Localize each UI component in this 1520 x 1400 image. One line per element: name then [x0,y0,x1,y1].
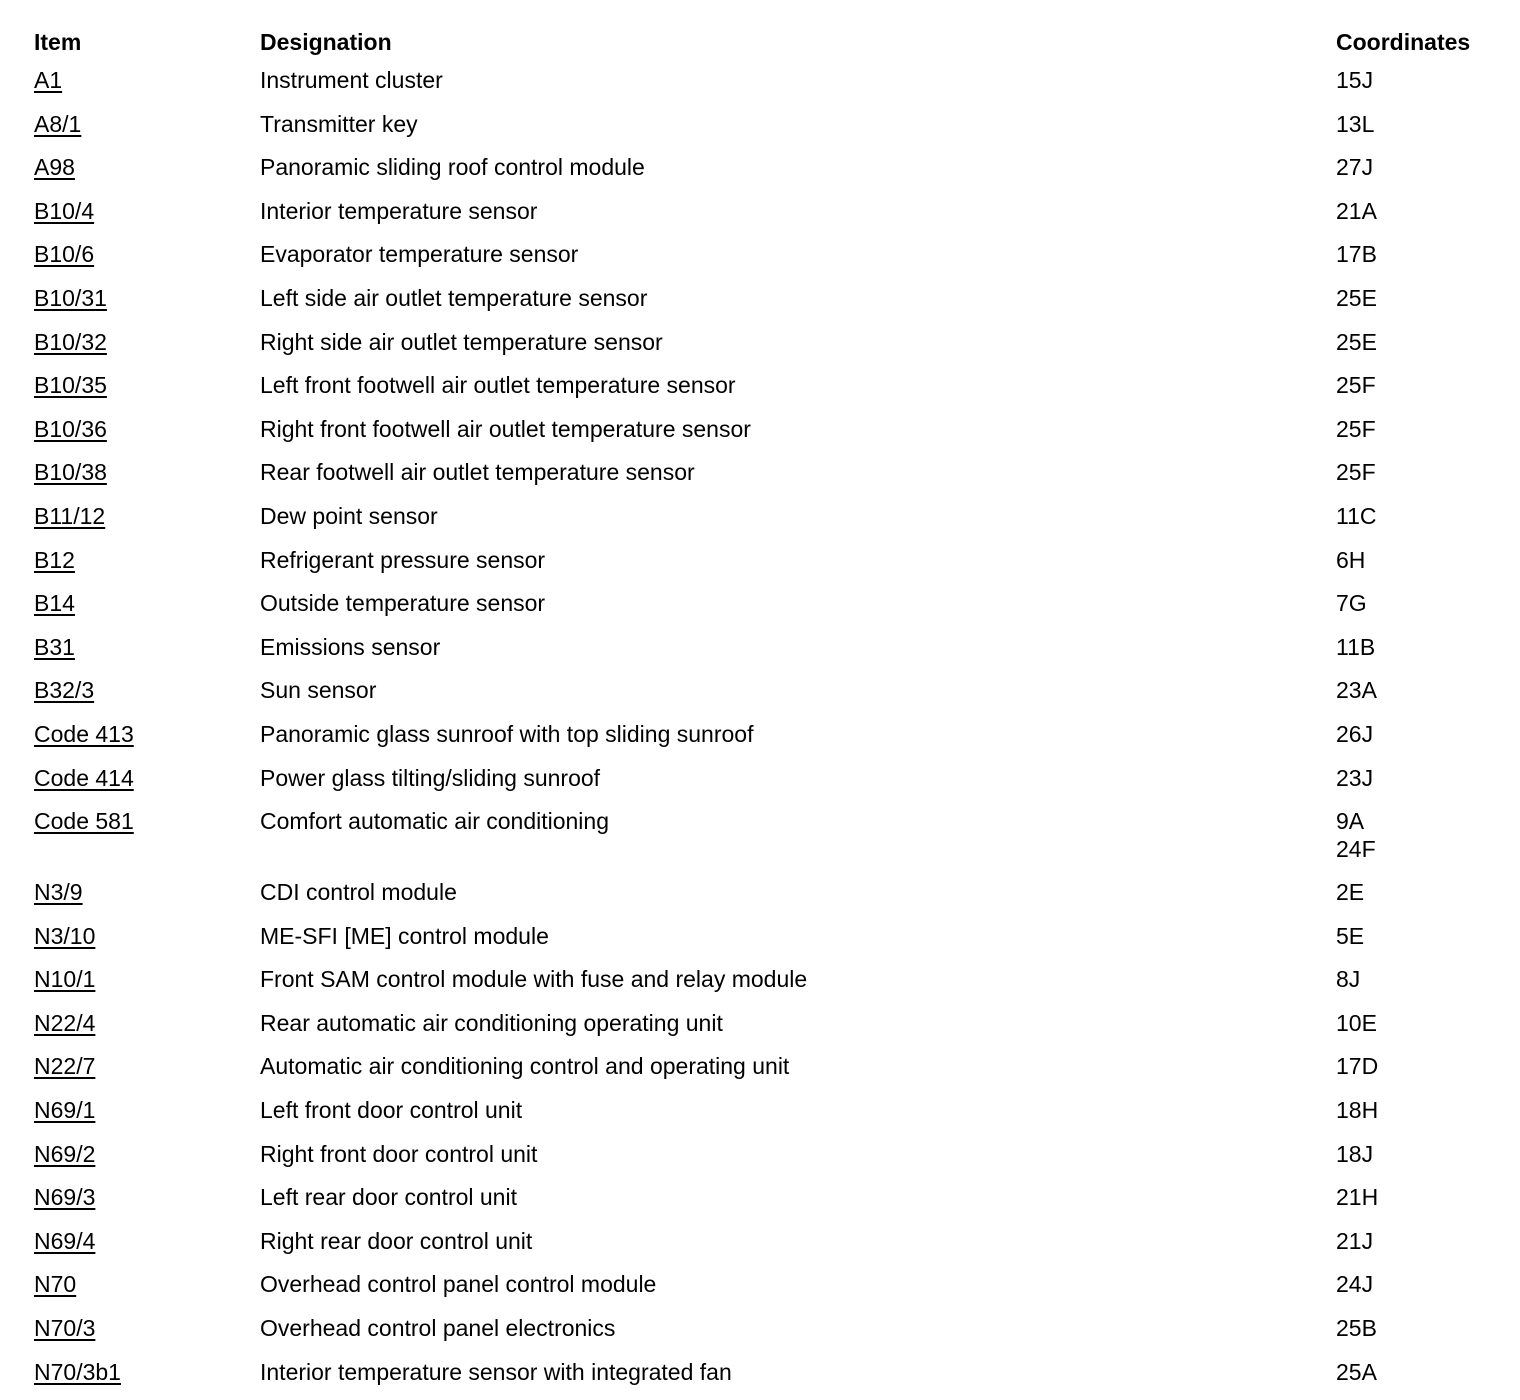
item-cell [34,457,260,501]
item-link[interactable]: B14 [34,590,75,617]
table-row [34,1051,1494,1095]
coordinate-value: 21H [1336,1184,1379,1211]
designation-cell: Panoramic sliding roof control module [260,154,645,181]
designation-cell: Right side air outlet temperature sensor [260,328,663,355]
designation-cell: Right rear door control unit [260,1227,533,1254]
designation-cell: Outside temperature sensor [260,590,546,617]
table-row [34,877,1494,921]
table-row [34,283,1494,327]
item-link[interactable]: B10/35 [34,372,107,399]
coordinates-cell [1336,109,1494,153]
header-designation: Designation [260,29,392,55]
designation-cell: Left front footwell air outlet temperature sensor [260,372,736,399]
item-link[interactable]: B10/6 [34,241,95,268]
item-cell [34,806,260,877]
coordinate-value: 25E [1336,328,1377,355]
coordinate-value: 25F [1336,415,1376,442]
table-row [34,675,1494,719]
item-link[interactable]: Code 581 [34,808,134,835]
designation-cell: Refrigerant pressure sensor [260,546,546,573]
designation-cell: Right front door control unit [260,1140,538,1167]
item-link[interactable]: N69/4 [34,1227,96,1254]
table-row [34,1269,1494,1313]
coordinate-value: 5E [1336,922,1365,949]
item-cell [34,545,260,589]
coordinate-value: 17D [1336,1053,1379,1080]
item-link[interactable]: N70/3 [34,1315,96,1342]
coordinates-cell [1336,1313,1494,1357]
item-link[interactable]: B11/12 [34,502,106,529]
table-row [34,152,1494,196]
item-cell [34,501,260,545]
designation-cell: Dew point sensor [260,502,438,529]
item-link[interactable]: B10/32 [34,328,107,355]
table-row [34,327,1494,371]
item-cell [34,719,260,763]
item-cell [34,196,260,240]
coordinates-cell [1336,1095,1494,1139]
item-cell [34,588,260,632]
table-row [34,632,1494,676]
coordinate-value: 10E [1336,1009,1377,1036]
designation-cell: CDI control module [260,879,457,906]
designation-cell: Left front door control unit [260,1097,523,1124]
item-cell [34,1008,260,1052]
table-row [34,1226,1494,1270]
designation-cell: Instrument cluster [260,67,443,93]
table-row [34,1313,1494,1357]
item-link[interactable]: N70 [34,1271,77,1298]
component-legend-table [34,26,1494,1400]
table-row [34,1182,1494,1226]
coordinate-value: 23A [1336,677,1377,704]
item-cell [34,65,260,109]
coordinate-value: 15J [1336,67,1374,93]
table-row [34,545,1494,589]
item-link[interactable]: B32/3 [34,677,95,704]
coordinates-cell [1336,501,1494,545]
item-link[interactable]: N22/4 [34,1009,96,1036]
item-cell [34,414,260,458]
coordinates-cell [1336,1008,1494,1052]
item-cell [34,964,260,1008]
coordinate-value: 23J [1336,764,1374,791]
coordinate-value: 13L [1336,110,1375,137]
designation-cell: Interior temperature sensor [260,197,538,224]
coordinates-cell [1336,1269,1494,1313]
item-link[interactable]: N69/1 [34,1097,96,1124]
designation-cell: Overhead control panel control module [260,1271,657,1298]
item-cell [34,1269,260,1313]
coordinate-value: 25A [1336,1358,1377,1385]
item-link[interactable]: N69/2 [34,1140,96,1167]
item-cell [34,763,260,807]
item-cell [34,109,260,153]
item-cell [34,877,260,921]
table-row [34,239,1494,283]
table-row [34,370,1494,414]
coordinate-value: 2E [1336,879,1365,906]
coordinate-value: 27J [1336,154,1374,181]
coordinate-value: 18J [1336,1140,1374,1167]
coordinates-cell [1336,65,1494,109]
coordinate-value: 11B [1336,633,1376,660]
coordinate-value: 24J [1336,1271,1374,1298]
coordinate-value: 25B [1336,1315,1377,1342]
item-link[interactable]: N3/9 [34,879,83,906]
item-cell [34,370,260,414]
coordinates-cell [1336,370,1494,414]
designation-cell: Left rear door control unit [260,1184,517,1211]
coordinate-value: 25F [1336,459,1376,486]
designation-cell: Panoramic glass sunroof with top sliding sunroof [260,720,754,747]
table-body [34,65,1494,1400]
coordinates-cell [1336,964,1494,1008]
designation-cell: Emissions sensor [260,633,441,660]
item-link[interactable]: N22/7 [34,1053,96,1080]
coordinates-cell [1336,877,1494,921]
table-row [34,719,1494,763]
table-row [34,964,1494,1008]
coordinates-cell [1336,327,1494,371]
coordinates-cell [1336,675,1494,719]
table-row [34,588,1494,632]
coordinates-cell [1336,283,1494,327]
coordinates-cell [1336,763,1494,807]
coordinates-cell [1336,196,1494,240]
coordinate-value: 26J [1336,720,1374,747]
designation-cell: Overhead control panel electronics [260,1315,616,1342]
table-row [34,109,1494,153]
table-row [34,1008,1494,1052]
table-row [34,806,1494,877]
item-link[interactable]: B12 [34,546,75,573]
item-cell [34,1357,260,1400]
coordinate-value: 11C [1336,502,1377,529]
item-cell [34,1139,260,1183]
item-link[interactable]: A98 [34,154,75,181]
item-link[interactable]: B10/31 [34,284,107,311]
designation-cell: Interior temperature sensor with integrated fan [260,1358,732,1385]
item-link[interactable]: A1 [34,67,63,93]
designation-cell: Right front footwell air outlet temperature sensor [260,415,751,442]
coordinate-value: 7G [1336,590,1367,617]
item-link[interactable]: A8/1 [34,110,82,137]
coordinate-value: 9A [1336,808,1365,835]
designation-cell: Comfort automatic air conditioning [260,808,609,835]
designation-cell: Left side air outlet temperature sensor [260,284,648,311]
table-row [34,65,1494,109]
coordinates-cell [1336,239,1494,283]
item-link[interactable]: B10/36 [34,415,107,442]
item-cell [34,632,260,676]
table-row [34,921,1494,965]
coordinate-value: 25E [1336,284,1377,311]
item-cell [34,1182,260,1226]
coordinate-value: 17B [1336,241,1377,268]
item-cell [34,1226,260,1270]
item-link[interactable]: N69/3 [34,1184,96,1211]
table-header-row [34,26,1494,65]
coordinates-cell [1336,1226,1494,1270]
header-item: Item [34,29,82,55]
item-cell [34,921,260,965]
coordinate-value: 8J [1336,966,1361,993]
coordinates-cell [1336,921,1494,965]
item-cell [34,283,260,327]
item-cell [34,675,260,719]
coordinate-value: 6H [1336,546,1366,573]
designation-cell: ME-SFI [ME] control module [260,922,549,949]
coordinates-cell [1336,457,1494,501]
table-row [34,501,1494,545]
table-row [34,457,1494,501]
table-row [34,763,1494,807]
coordinate-value: 25F [1336,372,1376,399]
item-cell [34,1051,260,1095]
item-link[interactable]: B10/4 [34,197,95,224]
table-row [34,1139,1494,1183]
designation-cell: Evaporator temperature sensor [260,241,579,268]
coordinates-cell [1336,632,1494,676]
item-link[interactable]: N10/1 [34,966,96,993]
designation-cell: Sun sensor [260,677,377,704]
item-link[interactable]: Code 413 [34,720,134,747]
coordinates-cell [1336,1051,1494,1095]
coordinates-cell [1336,152,1494,196]
item-cell [34,1313,260,1357]
table-row [34,414,1494,458]
item-cell [34,327,260,371]
coordinate-value: 18H [1336,1097,1379,1124]
designation-cell: Power glass tilting/sliding sunroof [260,764,601,791]
designation-cell: Rear footwell air outlet temperature sensor [260,459,695,486]
coordinates-cell [1336,1139,1494,1183]
coordinates-cell [1336,588,1494,632]
coordinates-cell [1336,806,1494,877]
coordinate-value: 21A [1336,197,1377,224]
coordinates-cell [1336,719,1494,763]
table-row [34,1357,1494,1400]
item-cell [34,1095,260,1139]
coordinate-value: 21J [1336,1227,1374,1254]
designation-cell: Rear automatic air conditioning operating unit [260,1009,723,1036]
table-row [34,1095,1494,1139]
coordinates-cell [1336,1357,1494,1400]
item-link[interactable]: Code 414 [34,764,134,791]
item-link[interactable]: N70/3b1 [34,1358,121,1385]
table-row [34,196,1494,240]
item-cell [34,152,260,196]
header-coordinates: Coordinates [1336,29,1471,55]
item-link[interactable]: N3/10 [34,922,96,949]
designation-cell: Transmitter key [260,110,418,137]
coordinates-cell [1336,1182,1494,1226]
designation-cell: Automatic air conditioning control and operating unit [260,1053,790,1080]
item-link[interactable]: B31 [34,633,75,660]
coordinates-cell [1336,545,1494,589]
coordinate-value: 24F [1336,836,1376,863]
item-link[interactable]: B10/38 [34,459,107,486]
item-cell [34,239,260,283]
coordinates-cell [1336,414,1494,458]
designation-cell: Front SAM control module with fuse and relay module [260,966,808,993]
